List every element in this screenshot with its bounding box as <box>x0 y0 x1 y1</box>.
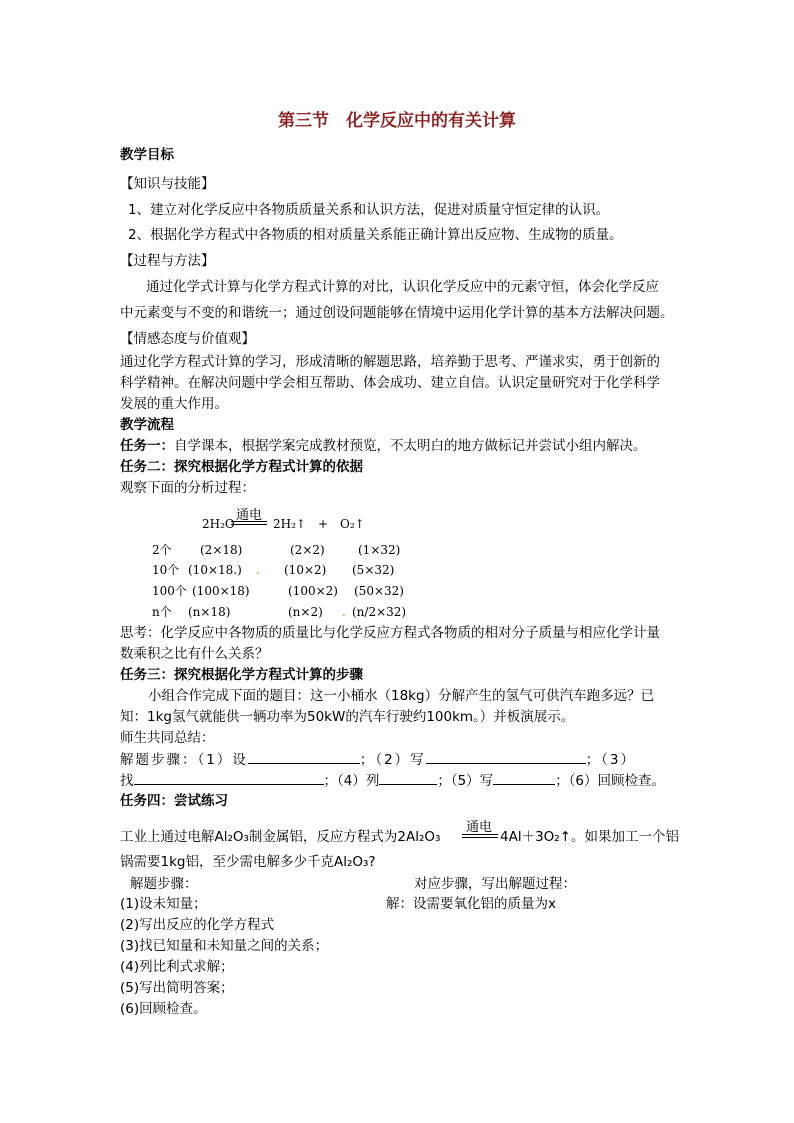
summary-text: 师生共同总结： <box>120 730 215 746</box>
think-line: 思考：化学反应中各物质的质量比与化学反应方程式各物质的相对分子质量与相应化学计量 <box>120 625 660 641</box>
solve-step: (6)回顾检查。 <box>120 1001 207 1017</box>
step-6: ；（6）回顾检查。 <box>555 773 666 789</box>
row-c: (1×32) <box>358 543 401 557</box>
task2-heading: 任务二：探究根据化学方程式计算的依据 <box>120 459 363 475</box>
stray-dot: . <box>256 563 260 577</box>
exercise-line-2: 锅需要1kg铝，至少需电解多少千克Al₂O₃? <box>120 854 376 870</box>
page-title: 第三节 化学反应中的有关计算 <box>278 111 516 131</box>
equation-condition: 通电 <box>236 508 263 523</box>
blank-1[interactable] <box>248 750 360 764</box>
solve-answer-first: 解：设需要氧化铝的质量为x <box>386 896 556 912</box>
task1-text: 自学课本，根据学案完成教材预览，不太明白的地方做标记并尝试小组内解决。 <box>174 438 647 454</box>
objectives-heading: 教学目标 <box>120 147 174 163</box>
row-count: n个 <box>152 605 172 619</box>
task3-heading: 任务三：探究根据化学方程式计算的步骤 <box>120 667 363 683</box>
row-a: (2×18) <box>200 543 243 557</box>
flow-heading: 教学流程 <box>120 417 174 433</box>
row-c: (n/2×32) <box>352 605 407 619</box>
row-b: (2×2) <box>290 543 325 557</box>
think-line: 数乘积之比有什么关系？ <box>120 646 269 662</box>
task4-heading: 任务四：尝试练习 <box>120 793 228 809</box>
emotion-line: 发展的重大作用。 <box>120 396 228 412</box>
row-b: (100×2) <box>288 584 338 598</box>
emotion-line: 通过化学方程式计算的学习，形成清晰的解题思路，培养勤于思考、严谨求实，勇于创新的 <box>120 354 660 370</box>
task1-label: 任务一： <box>120 438 174 454</box>
row-a: (10×18.) <box>188 563 242 577</box>
row-b: (10×2) <box>284 563 327 577</box>
row-a: (n×18) <box>188 605 231 619</box>
blank-5[interactable] <box>493 771 555 785</box>
row-c: (50×32) <box>354 584 404 598</box>
solve-left-heading: 解题步骤： <box>130 876 198 892</box>
process-line: 中元素变与不变的和谐统一；通过创设问题能够在情境中运用化学计算的基本方法解决问题。 <box>120 305 674 321</box>
task3-line: 小组合作完成下面的题目：这一小桶水（18kg）分解产生的氢气可供汽车跑多远？已 <box>148 688 655 704</box>
equation-double-line <box>231 521 267 525</box>
emotion-line: 科学精神。在解决问题中学会相互帮助、体会成功、建立自信。认识定量研究对于化学科学 <box>120 375 660 391</box>
process-line: 通过化学式计算与化学方程式计算的对比，认识化学反应中的元素守恒，体会化学反应 <box>146 279 659 295</box>
knowledge-item: 2、根据化学方程式中各物质的相对质量关系能正确计算出反应物、生成物的质量。 <box>128 227 623 243</box>
solve-step: (5)写出简明答案； <box>120 980 234 996</box>
row-b: (n×2) <box>288 605 323 619</box>
table-row <box>152 541 401 559</box>
table-row <box>152 603 407 621</box>
equation-right: 2H₂↑ + O₂↑ <box>273 517 365 531</box>
process-heading: 【过程与方法】 <box>120 253 215 269</box>
step-3b: 找 <box>120 773 134 789</box>
steps-line-1 <box>120 750 636 769</box>
exercise-condition: 通电 <box>466 820 493 835</box>
step-5: ；（5）写 <box>437 773 494 789</box>
observe-text: 观察下面的分析过程： <box>120 480 255 496</box>
blank-3[interactable] <box>134 771 324 785</box>
stray-dot: . <box>342 605 346 619</box>
row-c: (5×32) <box>352 563 395 577</box>
emotion-heading: 【情感态度与价值观】 <box>120 331 255 347</box>
equation-left: 2H₂O <box>202 517 235 531</box>
exercise-post: 4Al＋3O₂↑。如果加工一个铝 <box>500 829 680 845</box>
knowledge-heading: 【知识与技能】 <box>120 176 215 192</box>
steps-line-2 <box>120 771 665 790</box>
task1 <box>120 437 647 455</box>
row-count: 100个 <box>152 584 187 598</box>
table-row <box>152 582 404 600</box>
blank-4[interactable] <box>379 771 437 785</box>
step-2: ；（2）写 <box>359 752 426 768</box>
table-row <box>152 561 395 579</box>
solve-step: (4)列比利式求解； <box>120 959 234 975</box>
task3-line: 知：1kg氢气就能供一辆功率为50kW的汽车行驶约100km。）并板演展示。 <box>120 709 575 725</box>
exercise-double-line <box>462 834 498 838</box>
step-1: （1）设 <box>197 752 248 768</box>
steps-prefix: 解题步骤： <box>120 752 198 768</box>
solve-right-heading: 对应步骤，写出解题过程： <box>414 876 576 892</box>
row-a: (100×18) <box>192 584 250 598</box>
blank-2[interactable] <box>426 750 586 764</box>
step-3: ；（3） <box>585 752 637 768</box>
knowledge-item: 1、建立对化学反应中各物质质量关系和认识方法，促进对质量守恒定律的认识。 <box>128 202 610 218</box>
solve-step: (3)找已知量和未知量之间的关系； <box>120 938 329 954</box>
solve-step: (2)写出反应的化学方程式 <box>120 917 275 933</box>
row-count: 10个 <box>152 563 180 577</box>
exercise-pre: 工业上通过电解Al₂O₃制金属铝，反应方程式为2Al₂O₃ <box>120 829 441 845</box>
solve-step: (1)设未知量； <box>120 896 207 912</box>
step-4: ；（4）列 <box>323 773 380 789</box>
row-count: 2个 <box>152 543 172 557</box>
